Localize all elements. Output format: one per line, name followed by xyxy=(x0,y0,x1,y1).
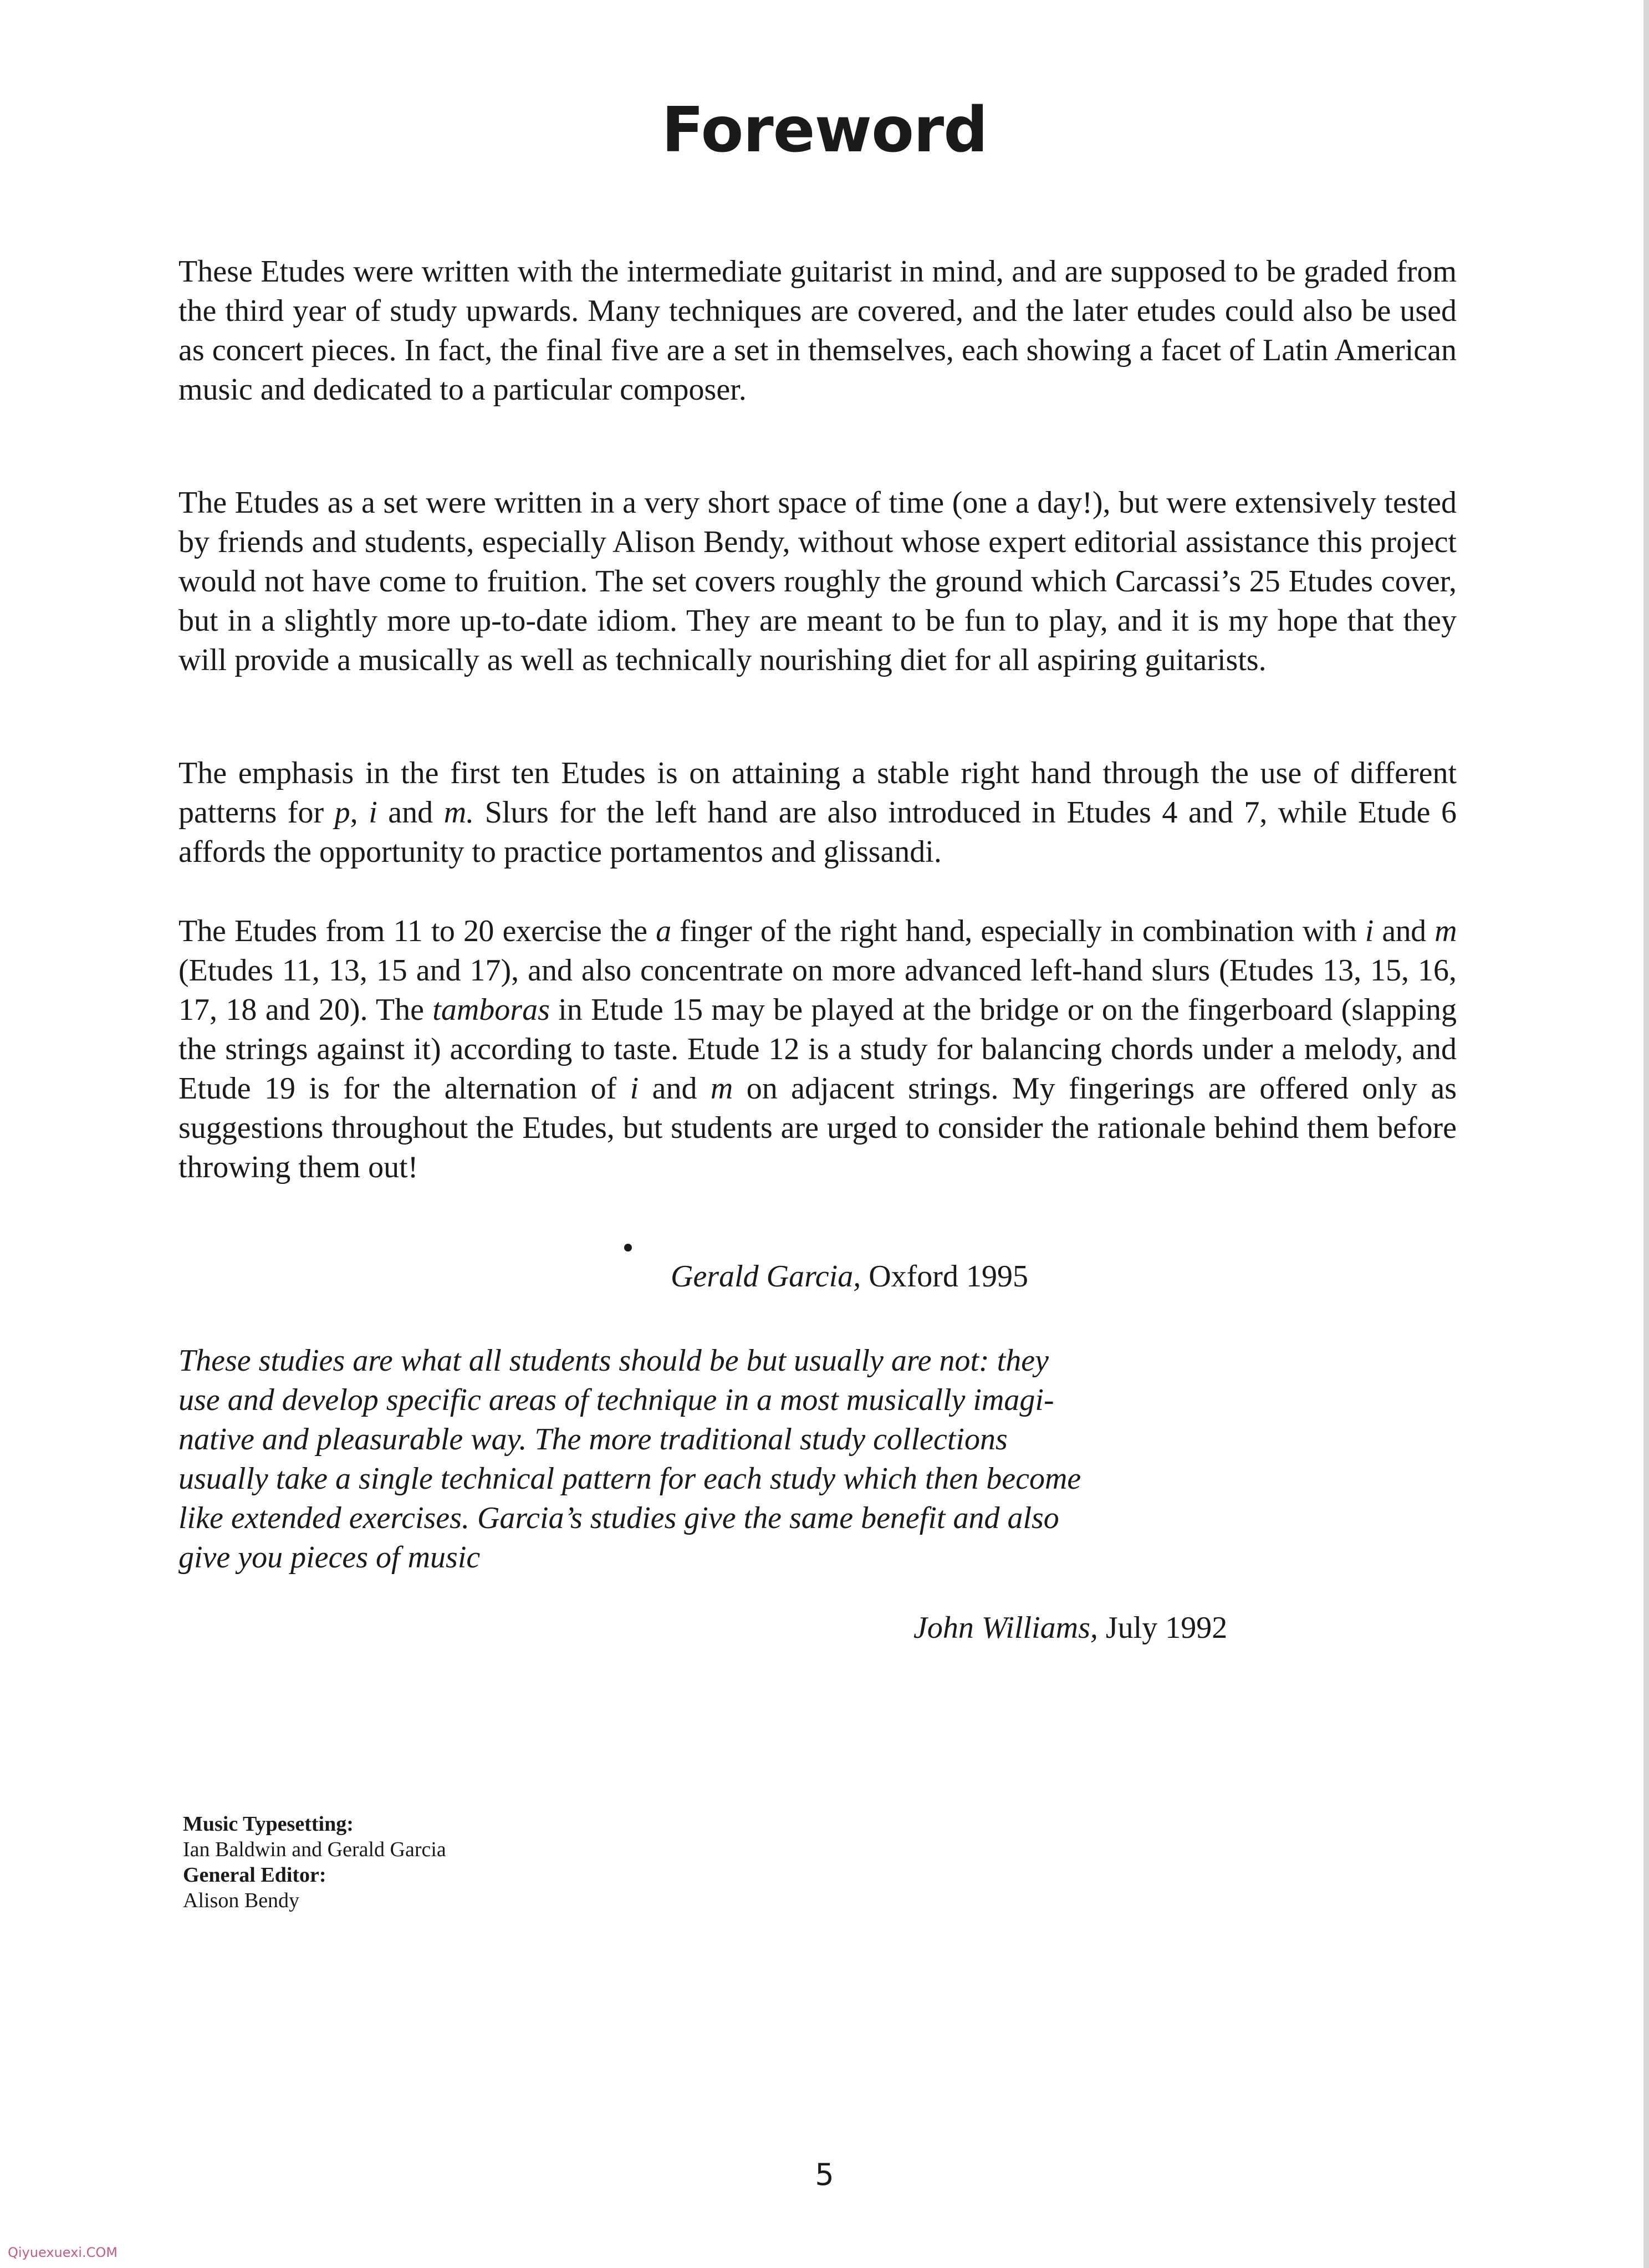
bullet-mark xyxy=(624,1244,632,1252)
paragraph-intro: These Etudes were written with the intermediate guitarist in mind, and are supposed to be graded from the third year of study upwards. Many techniques are covered, and the later etudes could also be used as concert pieces. In fact, the final five are a set in themselves, each showing a facet of Latin American music and dedicated to a particular composer. xyxy=(178,254,1457,407)
credit-typesetting: Music Typesetting: Ian Baldwin and Gerald Garcia xyxy=(183,1812,446,1861)
signature-john-williams: John Williams, July 1992 xyxy=(913,1611,1228,1645)
paragraph-etudes-11-to-20: The Etudes from 11 to 20 exercise the a finger of the right hand, especially in combination with i and m (Etudes 11, 13, 15 and 17), and also concentrate on more advanced left-hand slurs (Etudes 13, 15, 16, 17, 18 and 20). The tamboras in Etude 15 may be played at the bridge or on the fingerboard (slapping the strings against it) according to taste. Etude 12 is a study for balancing chords under a melody, and Etude 19 is for the alternation of i and m on adjacent strings. My fingerings are offered only as suggestions throughout the Etudes, but students are urged to consider the rationale behind them before throwing them out! xyxy=(178,914,1457,1184)
page-title: Foreword xyxy=(661,94,988,166)
quote-line: give you pieces of music xyxy=(178,1540,481,1575)
quote-line: use and develop specific areas of technique in a most musically imagi- xyxy=(178,1383,1054,1417)
quote-john-williams xyxy=(178,1341,1293,1577)
paragraph-history: The Etudes as a set were written in a very short space of time (one a day!), but were extensively tested by friends and students, especially Alison Bendy, without whose expert editorial assistance this project would not have come to fruition. The set covers roughly the ground which Carcassi’s 25 Etudes cover, but in a slightly more up-to-date idiom. They are meant to be fun to play, and it is my hope that they will provide a musically as well as technically nourishing diet for all aspiring guitarists. xyxy=(178,486,1457,677)
credit-editor: General Editor: Alison Bendy xyxy=(183,1863,326,1912)
watermark-text: Qiyuexuexi.COM xyxy=(8,2245,118,2260)
credits xyxy=(183,1811,446,1913)
quote-line: native and pleasurable way. The more traditional study collections xyxy=(178,1422,1008,1457)
scan-edge xyxy=(1643,0,1649,2268)
paragraph-first-ten-etudes: The emphasis in the first ten Etudes is on attaining a stable right hand through the use of different patterns for p, i and m. Slurs for the left hand are also introduced in Etudes 4 and 7, while Etude 6 affords the opportunity to practice portamentos and glissandi. xyxy=(178,756,1457,869)
signature-gerald-garcia: Gerald Garcia, Oxford 1995 xyxy=(671,1259,1028,1294)
quote-line: These studies are what all students should be but usually are not: they xyxy=(178,1344,1049,1378)
quote-line: like extended exercises. Garcia’s studies give the same benefit and also xyxy=(178,1501,1059,1535)
quote-line: usually take a single technical pattern for each study which then become xyxy=(178,1462,1081,1496)
page-number: 5 xyxy=(815,2157,834,2192)
